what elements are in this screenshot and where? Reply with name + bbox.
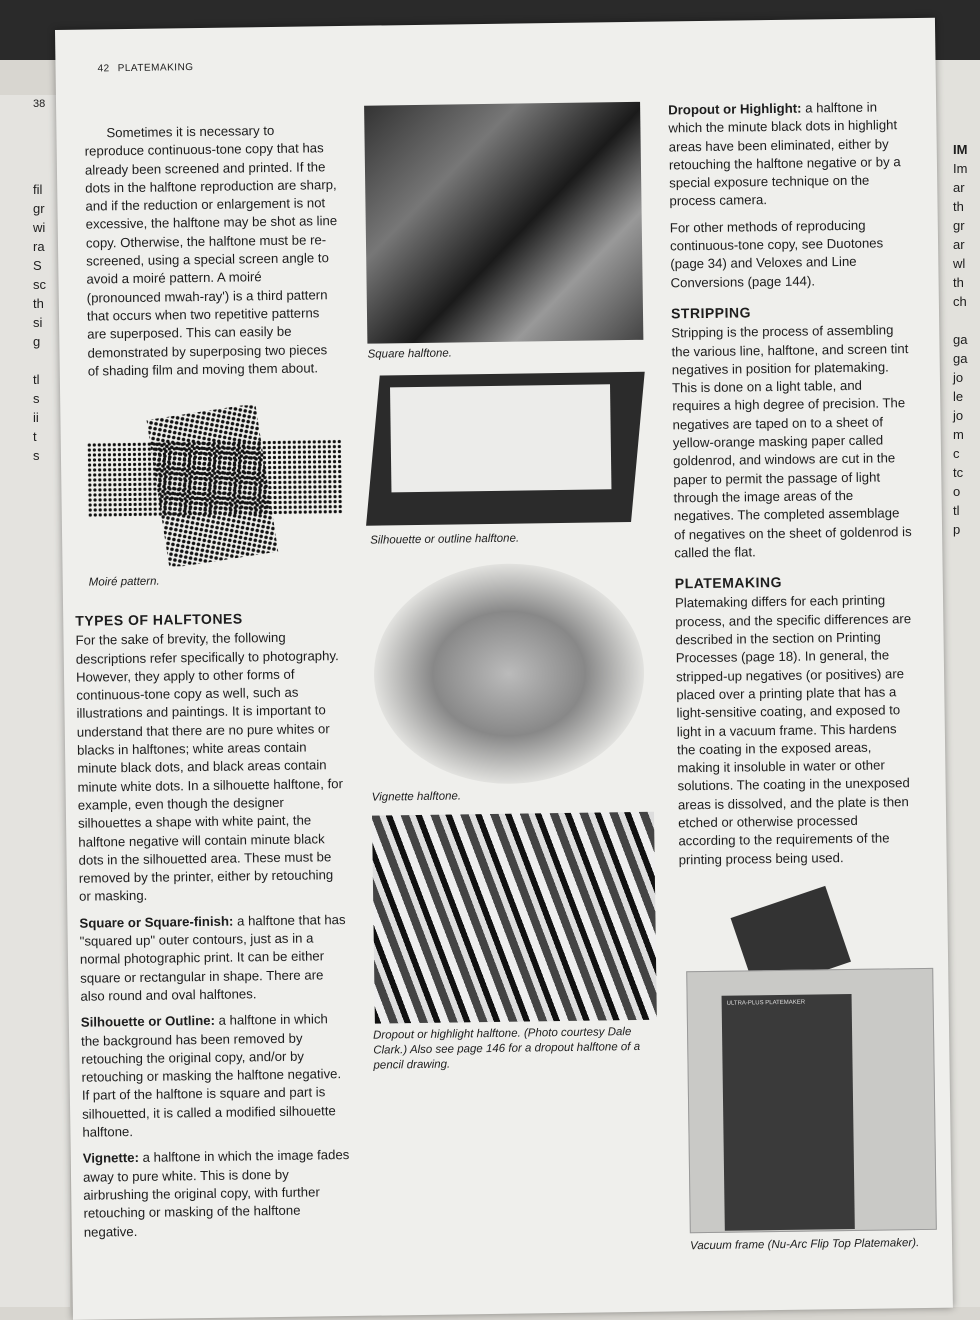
vacuum-frame-image bbox=[685, 898, 935, 1231]
text-fragment: tl bbox=[953, 503, 960, 518]
text-fragment: le bbox=[953, 389, 964, 404]
other-methods-paragraph: For other methods of reproducing continuous-tone copy, see Duotones (page 34) and Veloxes and Line Conversions (page 144). bbox=[669, 217, 884, 291]
text-fragment: wi bbox=[33, 220, 46, 235]
text-fragment: ar bbox=[953, 237, 965, 252]
definition-square: Square or Square-finish: a halftone that has "squared up" outer contours, just as in a normal photographic print. It can be either square or rectangular in shape. There are also round and oval halftones. bbox=[79, 911, 346, 1004]
moire-caption: Moiré pattern. bbox=[88, 575, 160, 589]
moire-pattern-image bbox=[86, 404, 343, 568]
dropout-caption: Dropout or highlight halftone. (Photo courtesy Dale Clark.) Also see page 146 for a dropout halftone of a pencil drawing. bbox=[372, 1026, 641, 1072]
facing-page-text bbox=[953, 140, 967, 539]
running-header bbox=[97, 62, 193, 74]
page-number: 42 bbox=[97, 63, 110, 75]
section-title: PLATEMAKING bbox=[117, 62, 194, 75]
text-fragment: th bbox=[953, 199, 964, 214]
definition-dropout: Dropout or Highlight: a halftone in which the minute black dots in highlight areas have been eliminated, either by retouching the halftone negative or by a special exposure technique on the process camera. bbox=[668, 99, 901, 209]
text-fragment bbox=[953, 311, 967, 330]
text-fragment: ii bbox=[33, 410, 39, 425]
text-fragment: o bbox=[953, 484, 961, 499]
silhouette-halftone-image bbox=[372, 372, 639, 526]
text-fragment: tc bbox=[953, 465, 964, 480]
platemaking-heading: PLATEMAKING bbox=[674, 574, 783, 592]
vignette-caption: Vignette halftone. bbox=[371, 790, 462, 804]
types-section bbox=[75, 596, 352, 1249]
intro-paragraph: Sometimes it is necessary to reproduce continuous-tone copy that has already been screened and printed. If the dots in the halftone reproduction are sharp, and if the reduction or enlargement is not excessive, the halftone may be shot as line copy. Otherwise, the halftone must be re-screened, using a special screen angle to avoid a moiré pattern. A moiré (pronounced mwah-ray') is a third pattern that occurs when two repetitive patterns are superposed. This can easily be demonstrated by superposing two pieces of shading film and moving them about. bbox=[84, 122, 338, 379]
platemaking-paragraph: Platemaking differs for each printing process, and the specific differences are described in the section on Printing Processes (page 18). In general, the stripped-up negatives (or positives) are placed over a printing plate that has a light-sensitive coating, and exposed to light in a vacuum frame. This hardens the coating in the exposed areas, making it insoluble in water or other solutions. The coating in the unexposed areas is dissolved, and the plate is then etched or otherwise processed according to the requirements of the printing process being used. bbox=[674, 592, 912, 867]
vacuum-frame-caption: Vacuum frame (Nu-Arc Flip Top Platemaker). bbox=[689, 1237, 920, 1253]
definition-silhouette: Silhouette or Outline: a halftone in which the background has been removed by retouching the original copy, and/or by retouching or masking the halftone negative. If part of the halftone is square and part is silhouetted, it is called a modified silhouette halftone. bbox=[80, 1011, 342, 1140]
underlying-page-number: 38 bbox=[33, 98, 46, 110]
text-fragment bbox=[33, 351, 46, 370]
text-fragment: tl bbox=[33, 372, 40, 387]
vignette-halftone-image bbox=[373, 562, 646, 786]
square-halftone-image bbox=[364, 102, 643, 344]
text-fragment: s bbox=[33, 391, 40, 406]
underlying-page-text bbox=[33, 180, 46, 465]
text-fragment: p bbox=[953, 522, 961, 537]
text-fragment: ar bbox=[953, 180, 965, 195]
text-fragment: g bbox=[33, 334, 41, 349]
text-fragment: ra bbox=[33, 239, 45, 254]
definition-vignette: Vignette: a halftone in which the image fades away to pure white. This is done by airbrushing the original copy, with further retouching or masking of the halftone negative. bbox=[82, 1147, 350, 1240]
text-fragment: gr bbox=[33, 201, 45, 216]
text-fragment: t bbox=[33, 429, 37, 444]
left-column bbox=[68, 121, 340, 389]
text-fragment: c bbox=[953, 446, 960, 461]
facing-heading-fragment: IM bbox=[953, 142, 968, 157]
silhouette-caption: Silhouette or outline halftone. bbox=[370, 532, 520, 547]
square-caption: Square halftone. bbox=[367, 347, 453, 361]
machine-label: ULTRA-PLUS PLATEMAKER bbox=[726, 999, 806, 1007]
text-fragment: ga bbox=[953, 332, 968, 347]
text-fragment: wl bbox=[953, 256, 966, 271]
text-fragment: th bbox=[953, 275, 964, 290]
text-fragment: ga bbox=[953, 351, 968, 366]
text-fragment: fil bbox=[33, 182, 43, 197]
book-page bbox=[55, 18, 953, 1320]
text-fragment: s bbox=[33, 448, 40, 463]
text-fragment: si bbox=[33, 315, 43, 330]
text-fragment: ch bbox=[953, 294, 967, 309]
text-fragment: jo bbox=[953, 370, 964, 385]
right-column bbox=[668, 98, 919, 877]
text-fragment: m bbox=[953, 427, 964, 442]
text-fragment: S bbox=[33, 258, 42, 273]
text-fragment: gr bbox=[953, 218, 965, 233]
stripping-heading: STRIPPING bbox=[670, 304, 752, 322]
text-fragment: jo bbox=[953, 408, 964, 423]
stripping-paragraph: Stripping is the process of assembling the various line, halftone, and screen tint negatives in position for platemaking. This is done on a light table, and requires a high degree of precision. The negatives are taped on to a sheet of yellow-orange masking paper called goldenrod, and windows are cut in the paper to permit the passage of light through the image areas of the negatives. The completed assemblage of negatives on the sheet of goldenrod is called the flat. bbox=[671, 322, 912, 561]
text-fragment: sc bbox=[33, 277, 46, 292]
dropout-halftone-image bbox=[372, 812, 657, 1024]
text-fragment: th bbox=[33, 296, 44, 311]
types-paragraph: For the sake of brevity, the following descriptions refer specifically to photography. However, they apply to other forms of continuous-tone copy as well, such as illustrations and paintings. It is important to understand that there are no pure whites or blacks in halftones; white areas contain minute black dots, and black areas contain minute white dots. In a silhouette halftone, for example, even though the designer silhouettes a shape with white paint, the halftone negative will contain minute black dots in the silhouetted area. These must be removed by the printer, either by retouching or masking. bbox=[75, 630, 344, 905]
text-fragment: Im bbox=[953, 161, 968, 176]
types-heading: TYPES OF HALFTONES bbox=[75, 610, 243, 629]
